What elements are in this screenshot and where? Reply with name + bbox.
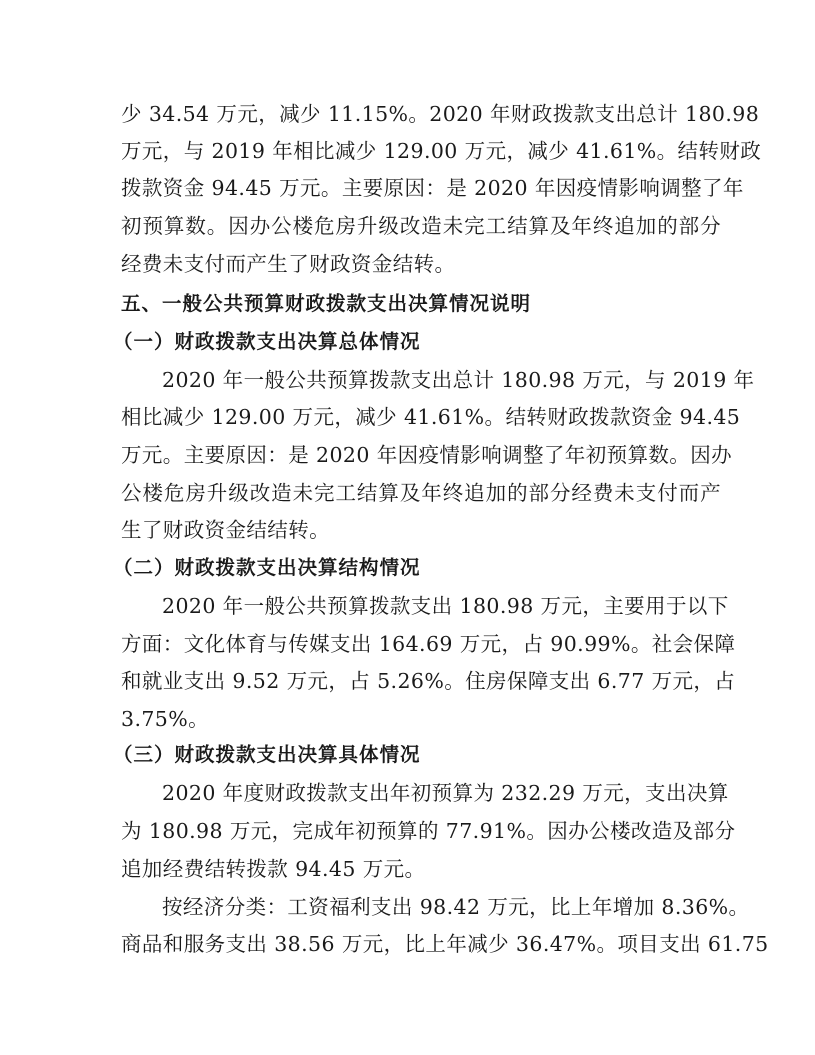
- paragraph-line: 生了财政资金结结转。: [121, 518, 330, 542]
- paragraph-line: 万元，与 2019 年相比减少 129.00 万元，减少 41.61%。结转财政: [121, 139, 762, 163]
- paragraph-line: 拨款资金 94.45 万元。主要原因：是 2020 年因疫情影响调整了年: [121, 176, 744, 200]
- subsection-heading: （三）财政拨款支出决算具体情况: [113, 743, 421, 766]
- paragraph-line: 商品和服务支出 38.56 万元，比上年减少 36.47%。项目支出 61.75: [121, 932, 769, 956]
- paragraph-line: 相比减少 129.00 万元，减少 41.61%。结转财政拨款资金 94.45: [121, 405, 741, 429]
- paragraph-line: 2020 年一般公共预算拨款支出 180.98 万元，主要用于以下: [162, 594, 729, 618]
- paragraph-line: 3.75%。: [121, 707, 210, 731]
- paragraph-line: 初预算数。因办公楼危房升级改造未完工结算及年终追加的部分: [121, 214, 721, 238]
- subsection-heading: （二）财政拨款支出决算结构情况: [113, 556, 421, 579]
- paragraph-line: 少 34.54 万元，减少 11.15%。2020 年财政拨款支出总计 180.98: [121, 102, 760, 126]
- paragraph-line: 方面：文化体育与传媒支出 164.69 万元，占 90.99%。社会保障: [121, 632, 736, 656]
- paragraph-line: 2020 年一般公共预算拨款支出总计 180.98 万元，与 2019 年: [162, 368, 755, 392]
- paragraph-line: 经费未支付而产生了财政资金结转。: [121, 252, 456, 276]
- paragraph-line: 和就业支出 9.52 万元，占 5.26%。住房保障支出 6.77 万元，占: [121, 669, 736, 693]
- section-heading: 五、一般公共预算财政拨款支出决算情况说明: [121, 292, 532, 315]
- paragraph-line: 万元。主要原因：是 2020 年因疫情影响调整了年初预算数。因办: [121, 443, 733, 467]
- paragraph-line: 按经济分类：工资福利支出 98.42 万元，比上年增加 8.36%。: [162, 895, 750, 919]
- paragraph-line: 追加经费结转拨款 94.45 万元。: [121, 857, 426, 881]
- paragraph-line: 2020 年度财政拨款支出年初预算为 232.29 万元，支出决算: [162, 781, 729, 805]
- subsection-heading: （一）财政拨款支出决算总体情况: [113, 330, 421, 353]
- paragraph-line: 为 180.98 万元，完成年初预算的 77.91%。因办公楼改造及部分: [121, 819, 736, 843]
- paragraph-line: 公楼危房升级改造未完工结算及年终追加的部分经费未支付而产: [121, 481, 721, 505]
